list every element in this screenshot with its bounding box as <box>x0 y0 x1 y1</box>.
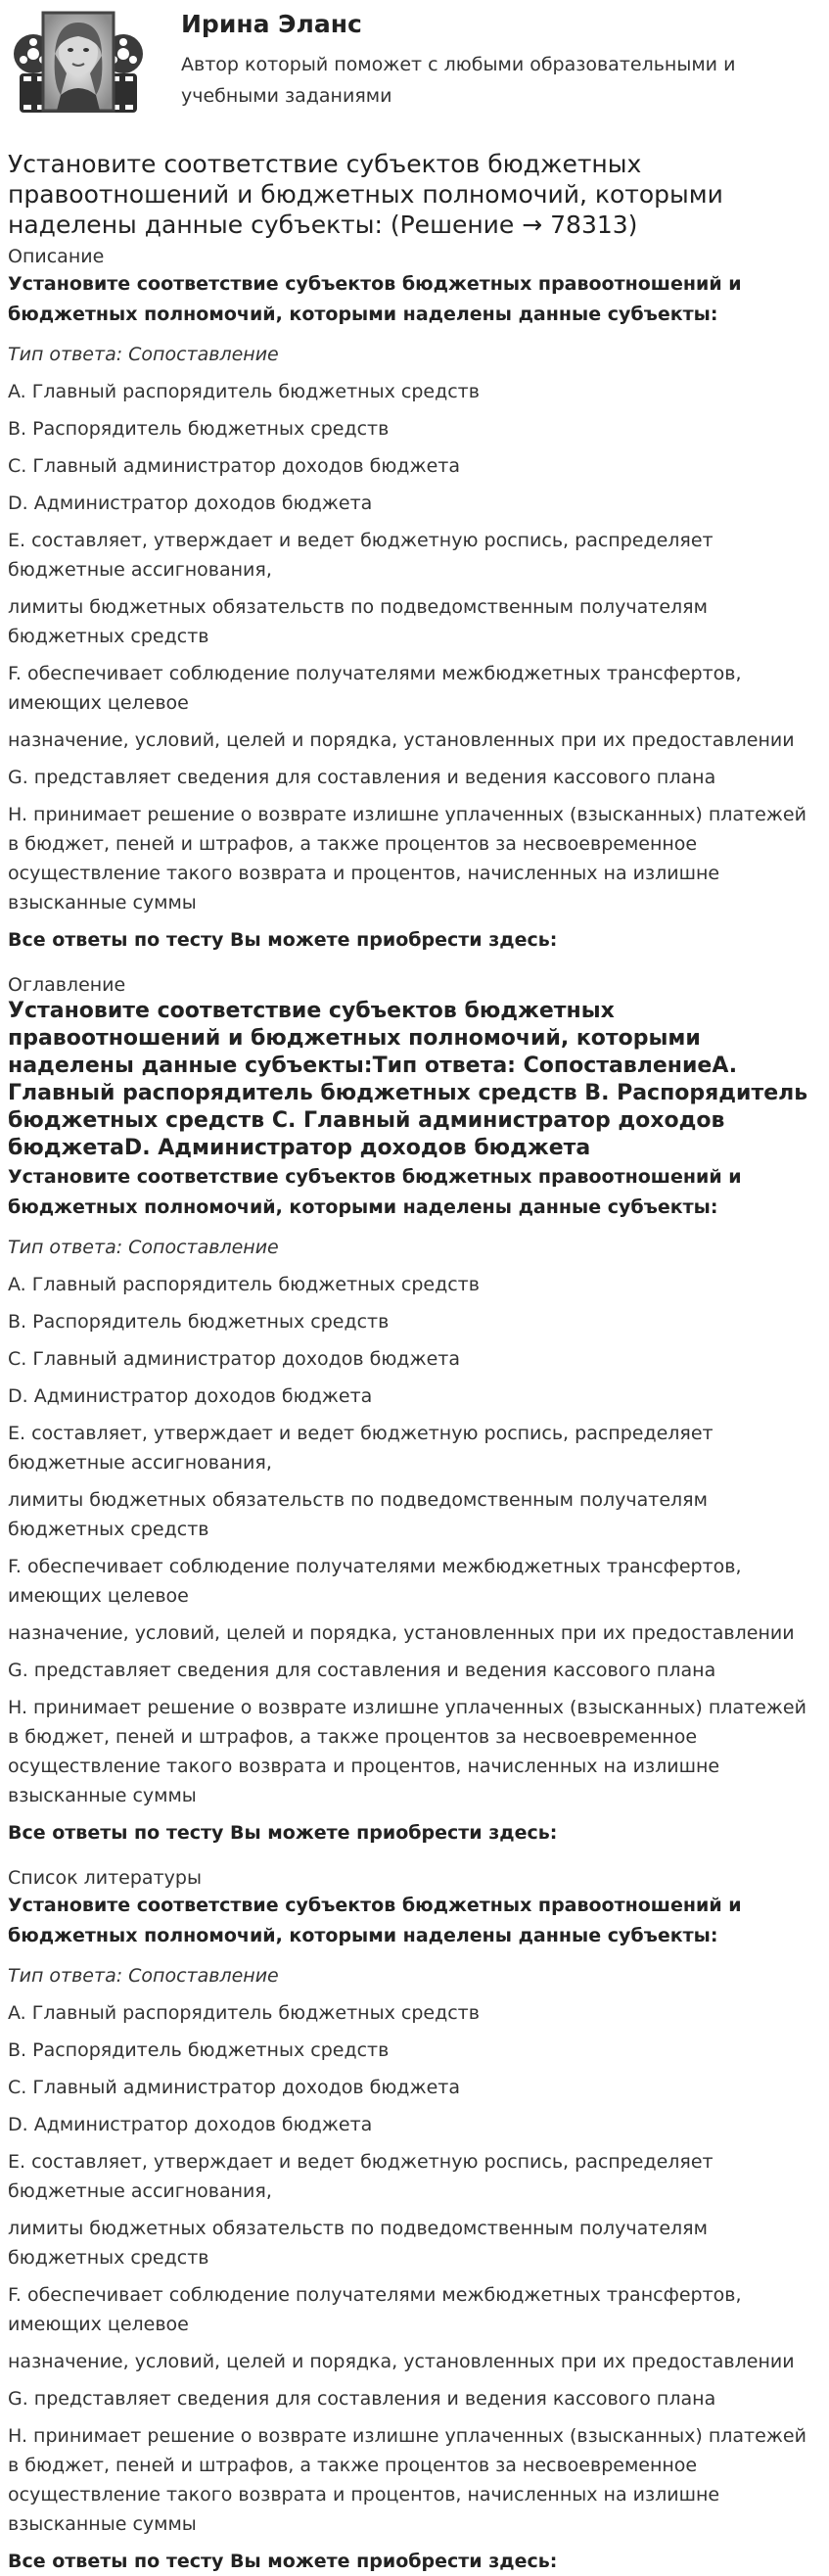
author-name[interactable]: Ирина Эланс <box>181 10 362 38</box>
question-text: Установите соответствие субъектов бюджетных правоотношений и бюджетных полномочий, которыми наделены данные субъекты: <box>8 273 742 325</box>
answer-type: Тип ответа: Сопоставление <box>8 1965 279 1987</box>
question-item: назначение, условий, целей и порядка, установленных при их предоставлении <box>8 2351 795 2372</box>
question-item: E. составляет, утверждает и ведет бюджетную роспись, распределяет бюджетные ассигнования, <box>8 2151 714 2202</box>
question-item: B. Распорядитель бюджетных средств <box>8 2039 390 2061</box>
question-item: назначение, условий, целей и порядка, установленных при их предоставлении <box>8 1622 795 1644</box>
question-item: H. принимает решение о возврате излишне уплаченных (взысканных) платежей в бюджет, пеней и штрафов, а также процентов за несвоевременное осуществление такого возврата и процентов, начисленных на излишне взысканные суммы <box>8 2425 806 2535</box>
question-item: B. Распорядитель бюджетных средств <box>8 418 390 440</box>
question-item: D. Администратор доходов бюджета <box>8 492 373 514</box>
question-item: E. составляет, утверждает и ведет бюджетную роспись, распределяет бюджетные ассигнования, <box>8 530 714 581</box>
section-literature <box>8 1866 829 2576</box>
buy-answers-text: Все ответы по тесту Вы можете приобрести здесь: <box>8 2551 558 2572</box>
question-text: Установите соответствие субъектов бюджетных правоотношений и бюджетных полномочий, которыми наделены данные субъекты: <box>8 1166 742 1218</box>
buy-answers-text: Все ответы по тесту Вы можете приобрести здесь: <box>8 929 558 951</box>
question-item: H. принимает решение о возврате излишне уплаченных (взысканных) платежей в бюджет, пеней и штрафов, а также процентов за несвоевременное осуществление такого возврата и процентов, начисленных на излишне взысканные суммы <box>8 1697 806 1806</box>
question-item: F. обеспечивает соблюдение получателями межбюджетных трансфертов, имеющих целевое <box>8 663 742 714</box>
answer-type: Тип ответа: Сопоставление <box>8 1237 279 1258</box>
question-item: G. представляет сведения для составления и ведения кассового плана <box>8 767 716 788</box>
section-label-description: Описание <box>8 246 105 267</box>
answer-type: Тип ответа: Сопоставление <box>8 344 279 365</box>
question-text: Установите соответствие субъектов бюджетных правоотношений и бюджетных полномочий, которыми наделены данные субъекты: <box>8 1895 742 1946</box>
question-item: назначение, условий, целей и порядка, установленных при их предоставлении <box>8 729 795 751</box>
question-item: G. представляет сведения для составления и ведения кассового плана <box>8 1660 716 1681</box>
question-item: D. Администратор доходов бюджета <box>8 1385 373 1407</box>
question-item: A. Главный распорядитель бюджетных средств <box>8 381 480 402</box>
question-item: A. Главный распорядитель бюджетных средств <box>8 2002 480 2024</box>
section-label-toc: Оглавление <box>8 974 126 996</box>
question-item: A. Главный распорядитель бюджетных средств <box>8 1274 480 1295</box>
question-item: лимиты бюджетных обязательств по подведомственным получателям бюджетных средств <box>8 596 708 647</box>
question-item: D. Администратор доходов бюджета <box>8 2114 373 2135</box>
buy-answers-text: Все ответы по тесту Вы можете приобрести здесь: <box>8 1822 558 1844</box>
question-item: лимиты бюджетных обязательств по подведомственным получателям бюджетных средств <box>8 2218 708 2269</box>
toc-heading[interactable]: Установите соответствие субъектов бюджетных правоотношений и бюджетных полномочий, которыми наделены данные субъекты:Тип ответа: СопоставлениеA. Главный распорядитель бюджетных средств B. Распорядитель бюджетных средств C. Главный администратор доходов бюджетаD. Администратор доходов бюджета <box>8 999 808 1160</box>
author-description: Автор который поможет с любыми образовательными и учебными заданиями <box>181 54 736 107</box>
page-title: Установите соответствие субъектов бюджетных правоотношений и бюджетных полномочий, которыми наделены данные субъекты: (Решение → 78313) <box>8 150 723 239</box>
question-item: C. Главный администратор доходов бюджета <box>8 1348 460 1370</box>
question-item: H. принимает решение о возврате излишне уплаченных (взысканных) платежей в бюджет, пеней и штрафов, а также процентов за несвоевременное осуществление такого возврата и процентов, начисленных на излишне взысканные суммы <box>8 804 806 913</box>
question-item: F. обеспечивает соблюдение получателями межбюджетных трансфертов, имеющих целевое <box>8 2284 742 2335</box>
question-item: лимиты бюджетных обязательств по подведомственным получателям бюджетных средств <box>8 1489 708 1540</box>
author-info <box>181 0 788 112</box>
avatar-image <box>10 5 147 132</box>
section-toc <box>8 973 829 1848</box>
section-description <box>8 245 829 955</box>
question-item: E. составляет, утверждает и ведет бюджетную роспись, распределяет бюджетные ассигнования, <box>8 1423 714 1474</box>
author-block <box>8 0 829 143</box>
avatar[interactable] <box>10 5 147 132</box>
question-item: C. Главный администратор доходов бюджета <box>8 2077 460 2098</box>
question-item: B. Распорядитель бюджетных средств <box>8 1311 390 1333</box>
question-item: C. Главный администратор доходов бюджета <box>8 455 460 477</box>
question-item: F. обеспечивает соблюдение получателями межбюджетных трансфертов, имеющих целевое <box>8 1556 742 1607</box>
question-item: G. представляет сведения для составления и ведения кассового плана <box>8 2388 716 2410</box>
section-label-literature: Список литературы <box>8 1867 202 1889</box>
